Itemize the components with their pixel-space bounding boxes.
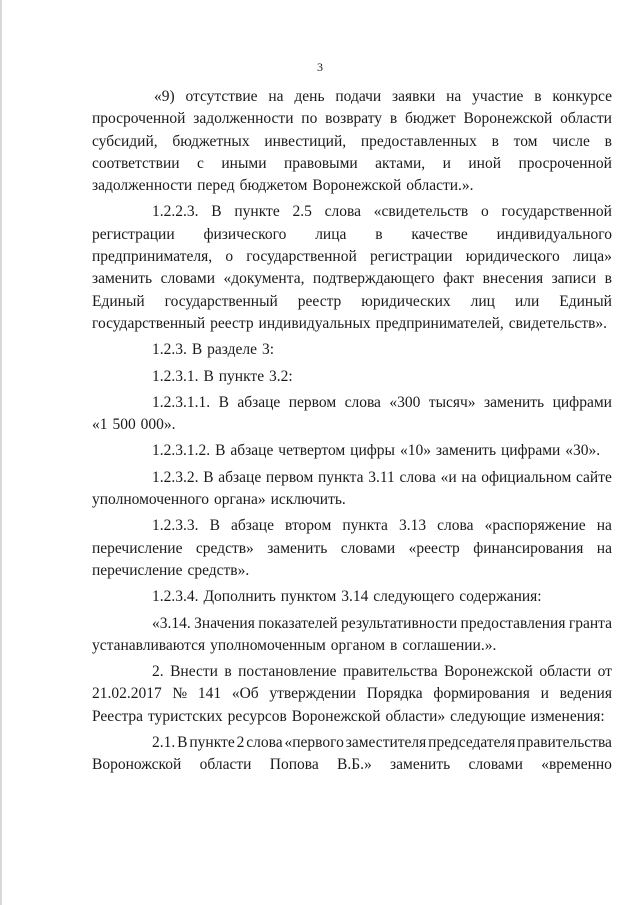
word: просроченной	[518, 154, 612, 172]
text-line	[92, 86, 612, 108]
word: в	[375, 225, 383, 243]
text-line	[92, 560, 612, 582]
word: Значения	[194, 614, 255, 632]
word: задолженности	[193, 110, 294, 128]
paragraph	[92, 515, 612, 582]
word: 3.11	[368, 468, 395, 486]
word: пункте	[218, 367, 265, 385]
paragraph	[92, 467, 612, 512]
word: области	[560, 110, 612, 128]
word: разделе	[207, 341, 257, 359]
word: следующего	[373, 588, 455, 606]
word: на	[596, 539, 612, 557]
word: абзаце	[231, 517, 274, 535]
word: индивидуального	[496, 225, 612, 243]
word: слова	[246, 734, 283, 752]
word: на	[446, 88, 462, 105]
word: Воронежской	[312, 177, 402, 195]
text-line	[92, 153, 612, 175]
word: заменить	[435, 442, 497, 460]
text-line	[92, 489, 612, 511]
word: тысяч»	[428, 393, 476, 411]
paragraph	[92, 201, 612, 335]
word: В	[203, 468, 214, 486]
word: 1.2.3.1.1.	[152, 393, 211, 411]
word: качестве	[411, 225, 468, 243]
text-line	[92, 175, 612, 197]
word: области.».	[406, 177, 474, 195]
word: физического	[203, 225, 287, 243]
word: том	[513, 132, 538, 150]
word: иной	[468, 154, 502, 172]
word: 1.2.3.1.	[152, 367, 199, 385]
word: Вороножской	[92, 756, 182, 774]
word: словами	[340, 539, 396, 557]
word: государственный	[92, 314, 206, 332]
word: «документа,	[223, 270, 305, 288]
word: цифрами	[500, 442, 561, 460]
word: лица»	[572, 248, 612, 266]
word: в	[604, 270, 612, 288]
word: пунктом	[280, 588, 337, 606]
word: по	[301, 110, 318, 128]
word: устанавливаются	[92, 636, 206, 654]
text-line	[92, 515, 612, 537]
paragraph	[92, 440, 612, 462]
text-line	[92, 108, 612, 130]
word: пункта	[342, 517, 388, 535]
text-line	[92, 392, 612, 414]
word: бюджетом	[239, 177, 308, 195]
word: лица	[315, 225, 347, 243]
word: просроченной	[92, 110, 186, 128]
text-line	[92, 224, 612, 246]
word: подтверждающего	[312, 270, 435, 288]
word: «временно	[541, 756, 612, 774]
word: заявки	[392, 88, 436, 105]
word: о	[225, 248, 234, 266]
text-line	[92, 683, 612, 705]
word: Единый	[92, 292, 145, 310]
word: «и	[440, 468, 457, 486]
word: В	[218, 393, 229, 411]
word: 500	[112, 416, 136, 434]
word: органом	[330, 636, 386, 654]
word: числе	[552, 132, 590, 150]
word: в	[224, 663, 232, 681]
word: «3.14.	[152, 614, 191, 632]
word: средств».	[187, 561, 250, 579]
paragraph	[92, 661, 612, 728]
word: абзаце	[230, 442, 274, 460]
word: 1.2.2.3.	[152, 203, 199, 221]
word: пункте	[234, 203, 280, 221]
word: предоставленных	[360, 132, 477, 150]
text-line	[92, 339, 612, 361]
word: средств»	[195, 539, 254, 557]
word: исключить.	[270, 491, 346, 509]
word: утверждении	[269, 685, 357, 703]
text-line	[92, 635, 612, 657]
word: «1	[92, 416, 108, 434]
word: втором	[285, 517, 332, 535]
word: слова	[399, 468, 436, 486]
word: заменить	[267, 539, 328, 557]
word: и	[540, 685, 549, 703]
word: постановление	[238, 663, 337, 681]
word: абзаце	[218, 468, 262, 486]
word: лиц	[470, 292, 495, 310]
word: Реестра	[92, 707, 144, 725]
word: в	[534, 88, 542, 105]
text-line	[92, 268, 612, 290]
word: и	[442, 154, 451, 172]
paragraph	[92, 586, 612, 608]
word: бюджет	[404, 110, 456, 128]
word: Единый	[559, 292, 612, 310]
text-line	[92, 706, 612, 728]
word: государственной	[501, 203, 612, 221]
word: 2.5	[292, 203, 312, 221]
word: заместителя	[345, 734, 427, 752]
word: изменения:	[530, 707, 605, 725]
word: в	[389, 110, 398, 128]
word: 1.2.3.4.	[152, 588, 199, 606]
text-line	[92, 467, 612, 489]
word: регистрации	[369, 248, 453, 266]
word: «распоряжение	[484, 517, 586, 535]
word: перечисление	[92, 561, 183, 579]
word: факт	[443, 270, 475, 288]
word: задолженности	[92, 177, 193, 195]
word: участие	[472, 88, 524, 105]
text-line	[92, 661, 612, 683]
word: В	[191, 341, 203, 359]
word: соответствии	[92, 154, 180, 172]
text-line	[92, 538, 612, 560]
word: №	[172, 685, 188, 703]
word: 2.	[152, 663, 164, 681]
word: в	[491, 132, 499, 150]
word: на	[461, 468, 477, 486]
text-line	[92, 754, 612, 776]
word: 1.2.3.	[152, 341, 187, 359]
text-line	[92, 313, 612, 335]
word: 3.13	[398, 517, 427, 535]
word: предоставления	[460, 614, 566, 632]
word: предпринимателей,	[375, 314, 504, 332]
word: в	[390, 636, 398, 654]
word: «30».	[565, 442, 601, 460]
word: 141	[197, 685, 222, 703]
word: Воронежской	[463, 110, 553, 128]
text-line	[92, 131, 612, 153]
word: перечисление	[92, 539, 183, 557]
word: официальном	[481, 468, 572, 486]
word: «первого	[284, 734, 344, 752]
text-line	[92, 201, 612, 223]
word: области	[539, 663, 592, 681]
word: инвестиций,	[264, 132, 347, 150]
word: Дополнить	[203, 588, 276, 606]
word: предпринимателя,	[92, 248, 213, 266]
paragraph	[92, 613, 612, 658]
word: Воронежской	[291, 707, 381, 725]
word: 2.1.	[152, 734, 176, 752]
word: первом	[265, 468, 314, 486]
word: правовыми	[283, 154, 358, 172]
word: уполномоченным	[210, 636, 326, 654]
word: на	[596, 517, 612, 535]
paragraph	[92, 732, 612, 777]
paragraph	[92, 86, 612, 197]
word: органа»	[213, 491, 266, 509]
word: слова	[344, 393, 381, 411]
word: конкурсе	[552, 88, 612, 105]
word: правительства	[517, 734, 612, 752]
word: иными	[221, 154, 267, 172]
word: пункте	[189, 734, 235, 752]
word: четвертом	[278, 442, 346, 460]
word: соглашении.».	[402, 636, 497, 654]
word: финансирования	[473, 539, 584, 557]
word: юридических	[361, 292, 451, 310]
word: государственный	[164, 292, 278, 310]
word: 000».	[140, 416, 176, 434]
word: формирования	[433, 685, 530, 703]
text-line	[92, 586, 612, 608]
word: реестр	[210, 314, 254, 332]
word: «свидетельств	[373, 203, 469, 221]
word: пункта	[318, 468, 364, 486]
text-line	[92, 366, 612, 388]
word: день	[294, 88, 325, 105]
document-body	[92, 86, 612, 777]
word: В	[209, 517, 220, 535]
word: возврату	[325, 110, 383, 128]
text-line	[92, 732, 612, 754]
word: В	[215, 442, 226, 460]
page-number: 3	[317, 60, 323, 74]
text-line	[92, 440, 612, 462]
text-line	[92, 414, 612, 436]
word: В.Б.»	[337, 756, 372, 774]
word: отсутствие	[185, 88, 258, 105]
text-line	[92, 613, 612, 635]
word: 21.02.2017	[92, 685, 162, 703]
word: подачи	[335, 88, 382, 105]
word: «300	[389, 393, 421, 411]
paragraph	[92, 366, 612, 388]
word: результативности	[341, 614, 458, 632]
word: ведения	[559, 685, 612, 703]
word: 3.2:	[269, 367, 293, 385]
word: актами,	[375, 154, 426, 172]
word: от	[597, 663, 612, 681]
word: с	[197, 154, 204, 172]
paragraph	[92, 392, 612, 437]
word: показателей	[258, 614, 338, 632]
word: содержания:	[459, 588, 542, 606]
word: о	[480, 203, 489, 221]
word: свидетельств».	[508, 314, 608, 332]
word: «реестр	[408, 539, 460, 557]
word: заменить	[92, 270, 153, 288]
word: Внести	[170, 663, 218, 681]
scan-edge	[0, 0, 2, 905]
word: туристских	[148, 707, 223, 725]
word: 3:	[261, 341, 274, 359]
word: 2	[236, 734, 245, 752]
word: цифрами	[552, 393, 612, 411]
word: правительства	[342, 663, 438, 681]
word: юридического	[465, 248, 560, 266]
word: «9)	[154, 88, 175, 105]
word: области	[199, 756, 252, 774]
word: 1.2.3.3.	[152, 517, 199, 535]
word: «Об	[231, 685, 259, 703]
word: записи	[551, 270, 597, 288]
word: реестр	[297, 292, 342, 310]
text-line	[92, 291, 612, 313]
word: заменить	[390, 756, 451, 774]
word: уполномоченного	[92, 491, 209, 509]
word: перед	[197, 177, 235, 195]
word: заменить	[484, 393, 545, 411]
word: следующие	[450, 707, 526, 725]
word: словами	[468, 756, 523, 774]
word: Попова	[269, 756, 319, 774]
word: слова	[437, 517, 474, 535]
word: 3.14	[341, 588, 369, 606]
word: регистрации	[92, 225, 175, 243]
word: «10»	[399, 442, 431, 460]
word: Порядка	[366, 685, 423, 703]
word: области»	[385, 707, 446, 725]
word: государственной	[246, 248, 357, 266]
word: или	[514, 292, 540, 310]
word: В	[203, 367, 214, 385]
word: В	[211, 203, 222, 221]
word: ресурсов	[227, 707, 287, 725]
word: словами	[160, 270, 216, 288]
text-line	[92, 246, 612, 268]
word: внесения	[482, 270, 544, 288]
word: гранта	[568, 614, 612, 632]
word: В	[177, 734, 188, 752]
word: 1.2.3.2.	[152, 468, 199, 486]
word: 1.2.3.1.2.	[152, 442, 211, 460]
word: сайте	[575, 468, 612, 486]
word: председателя	[428, 734, 516, 752]
word: бюджетных	[172, 132, 250, 150]
word: абзаце	[237, 393, 281, 411]
word: субсидий,	[92, 132, 158, 150]
word: Воронежской	[444, 663, 533, 681]
word: индивидуальных	[258, 314, 371, 332]
word: первом	[288, 393, 337, 411]
word: слова	[324, 203, 361, 221]
word: цифры	[350, 442, 395, 460]
paragraph	[92, 339, 612, 361]
word: на	[268, 88, 284, 105]
word: в	[604, 132, 612, 150]
